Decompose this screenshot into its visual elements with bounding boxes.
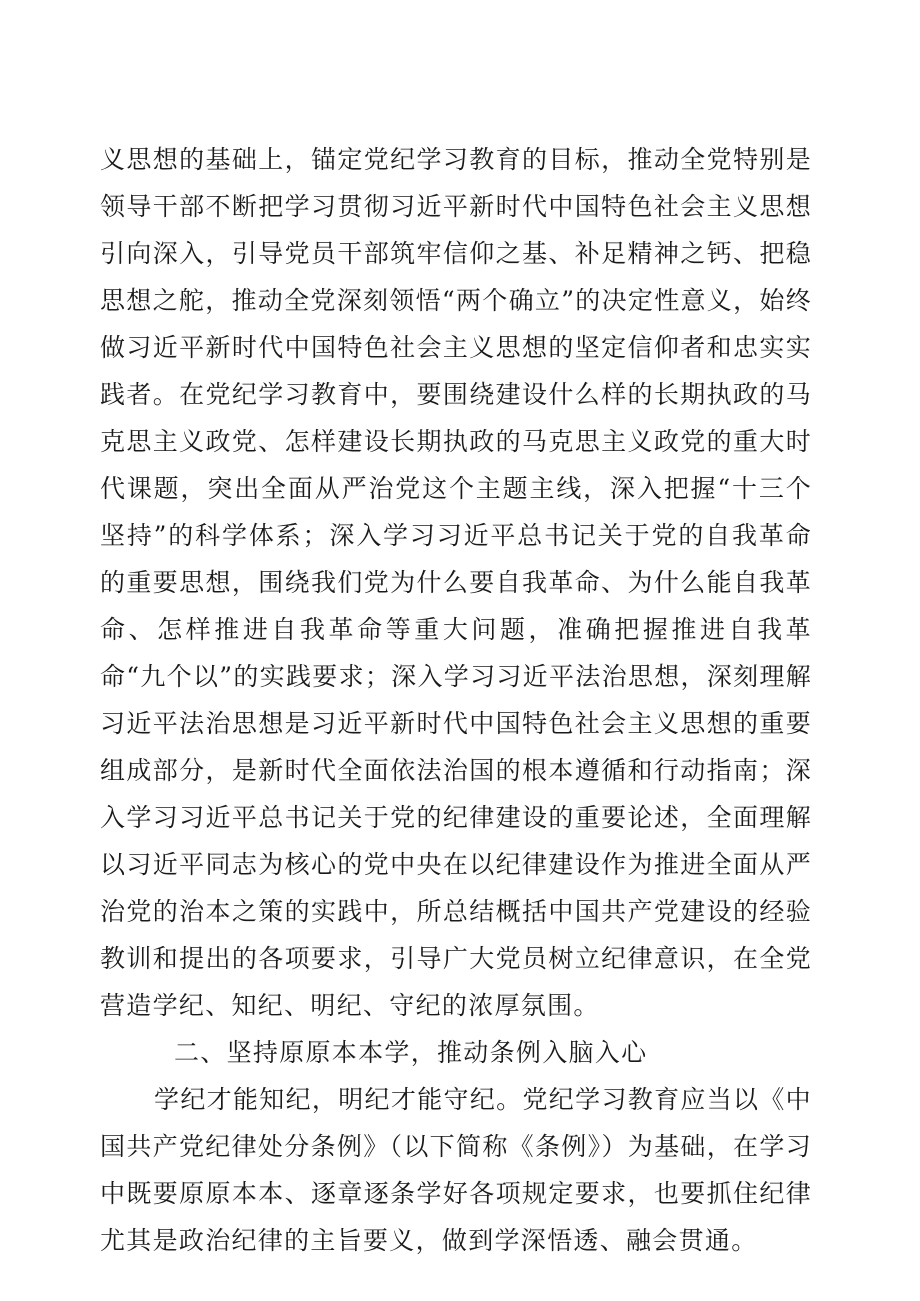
body-paragraph: 学纪才能知纪，明纪才能守纪。党纪学习教育应当以《中国共产党纪律处分条例》（以下简称《条例》）为基础，在学习中既要原原本本、逐章逐条学好各项规定要求，也要抓住纪律尤其是政治纪律的主旨要义，做到学深悟透、融会贯通。 bbox=[100, 1085, 812, 1255]
document-body bbox=[100, 136, 812, 1264]
body-paragraph: 义思想的基础上，锚定党纪学习教育的目标，推动全党特别是领导干部不断把学习贯彻习近平新时代中国特色社会主义思想引向深入，引导党员干部筑牢信仰之基、补足精神之钙、把稳思想之舵，推动全党深刻领悟“两个确立”的决定性意义，始终做习近平新时代中国特色社会主义思想的坚定信仰者和忠实实践者。在党纪学习教育中，要围绕建设什么样的长期执政的马克思主义政党、怎样建设长期执政的马克思主义政党的重大时代课题，突出全面从严治党这个主题主线，深入把握“十三个坚持”的科学体系；深入学习习近平总书记关于党的自我革命的重要思想，围绕我们党为什么要自我革命、为什么能自我革命、怎样推进自我革命等重大问题，准确把握推进自我革命“九个以”的实践要求；深入学习习近平法治思想，深刻理解习近平法治思想是习近平新时代中国特色社会主义思想的重要组成部分，是新时代全面依法治国的根本遵循和行动指南；深入学习习近平总书记关于党的纪律建设的重要论述，全面理解以习近平同志为核心的党中央在以纪律建设作为推进全面从严治党的治本之策的实践中，所总结概括中国共产党建设的经验教训和提出的各项要求，引导广大党员树立纪律意识，在全党营造学纪、知纪、明纪、守纪的浓厚氛围。 bbox=[100, 145, 812, 1020]
section-heading: 二、坚持原原本本学，推动条例入脑入心 bbox=[174, 1038, 648, 1067]
